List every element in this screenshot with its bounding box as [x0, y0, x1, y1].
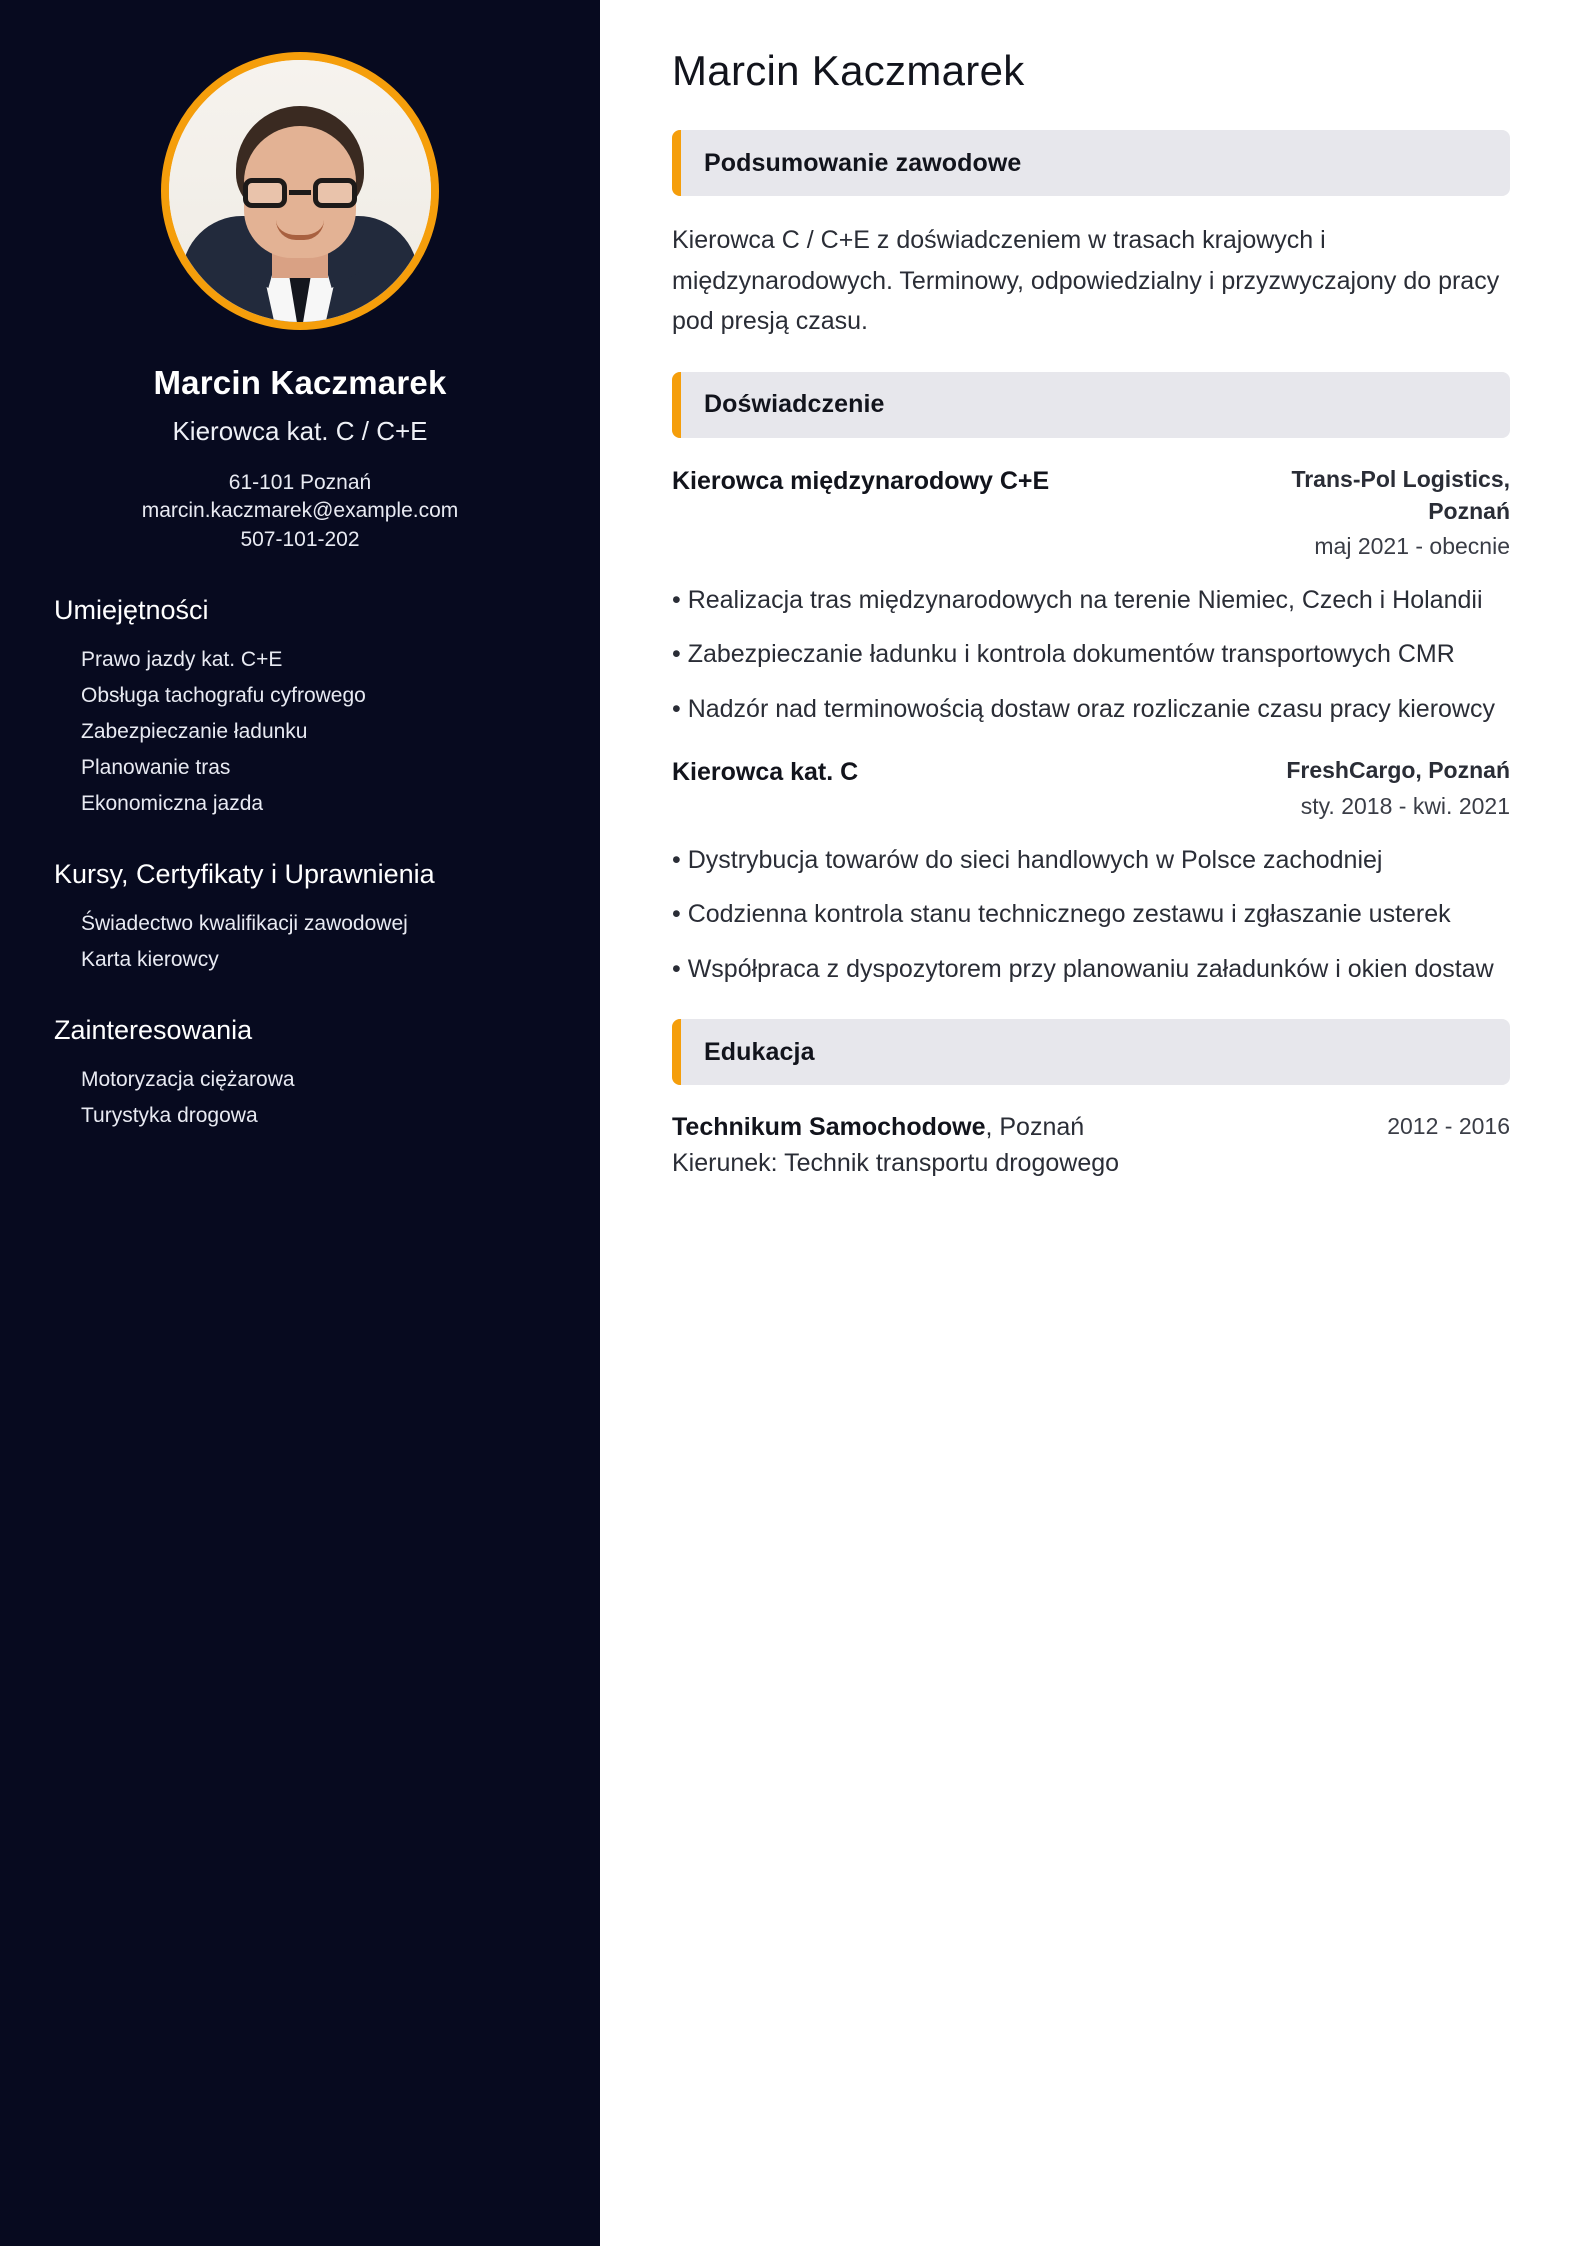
job-meta: [1286, 755, 1510, 823]
interests-list: [54, 1062, 546, 1134]
glasses-icon: [313, 178, 357, 208]
education-dates: 2012 - 2016: [1387, 1113, 1510, 1140]
list-item: Zabezpieczanie ładunku: [81, 720, 308, 743]
sidebar-section-certificates: [54, 858, 546, 978]
sidebar: [0, 0, 600, 2246]
summary-text: Kierowca C / C+E z doświadczeniem w trasach krajowych i międzynarodowych. Terminowy, odpowiedzialny i przyzwyczajony do pracy pod presją czasu.: [672, 226, 1500, 336]
list-item: Planowanie tras: [81, 756, 231, 780]
job-bullets: [672, 580, 1510, 730]
sidebar-section-interests: [54, 1014, 546, 1134]
list-item: • Realizacja tras międzynarodowych na terenie Niemiec, Czech i Holandii: [672, 585, 1483, 614]
certificates-list: [54, 906, 546, 978]
list-item: Obsługa tachografu cyfrowego: [81, 683, 366, 707]
glasses-icon: [243, 178, 287, 208]
experience-entry-head: [672, 755, 1510, 823]
section-header-label: Podsumowanie zawodowe: [704, 148, 1022, 177]
education-school-name: Technikum Samochodowe: [672, 1113, 986, 1142]
education-entry: [672, 1109, 1510, 1182]
glasses-bridge: [289, 190, 311, 195]
job-bullets: [672, 840, 1510, 990]
sidebar-heading-skills: Umiejętności: [54, 595, 209, 626]
experience-entry-head: [672, 464, 1510, 564]
main-content: [600, 0, 1588, 2246]
list-item: • Codzienna kontrola stanu technicznego zestawu i zgłaszanie usterek: [672, 900, 1451, 929]
section-header-label: Edukacja: [704, 1037, 815, 1066]
list-item: Motoryzacja ciężarowa: [81, 1068, 295, 1092]
list-item: Karta kierowcy: [81, 948, 219, 972]
page-title: Marcin Kaczmarek: [672, 47, 1025, 94]
job-title: Kierowca międzynarodowy C+E: [672, 466, 1050, 495]
experience-entry: [672, 464, 1510, 729]
avatar-portrait-image: [169, 60, 431, 322]
skills-list: [54, 642, 546, 823]
avatar: [161, 52, 439, 330]
contact-address: 61-101 Poznań: [228, 471, 372, 494]
list-item: Ekonomiczna jazda: [81, 792, 264, 816]
section-header-label: Doświadczenie: [704, 390, 885, 419]
sidebar-name: Marcin Kaczmarek: [153, 364, 447, 401]
job-dates: sty. 2018 - kwi. 2021: [1300, 793, 1510, 820]
contact-email[interactable]: marcin.kaczmarek@example.com: [141, 499, 459, 523]
education-main: [672, 1109, 1119, 1182]
job-meta: [1210, 464, 1510, 564]
list-item: • Zabezpieczanie ładunku i kontrola dokumentów transportowych CMR: [672, 640, 1455, 669]
contact-phone[interactable]: 507-101-202: [240, 527, 360, 551]
list-item: Prawo jazdy kat. C+E: [81, 647, 283, 671]
education-school: [672, 1109, 1119, 1145]
education-field: Kierunek: Technik transportu drogowego: [672, 1149, 1120, 1178]
list-item: • Dystrybucja towarów do sieci handlowych w Polsce zachodniej: [672, 845, 1383, 874]
job-company: Trans-Pol Logistics, Poznań: [1291, 465, 1510, 524]
list-item: Turystyka drogowa: [81, 1104, 258, 1128]
list-item: Świadectwo kwalifikacji zawodowej: [81, 912, 408, 936]
education-school-city: , Poznań: [985, 1113, 1085, 1142]
sidebar-heading-interests: Zainteresowania: [54, 1015, 253, 1046]
list-item: • Nadzór nad terminowością dostaw oraz rozliczanie czasu pracy kierowcy: [672, 694, 1495, 723]
sidebar-heading-certificates: Kursy, Certyfikaty i Uprawnienia: [54, 859, 435, 890]
job-dates: maj 2021 - obecnie: [1314, 533, 1510, 560]
job-company: FreshCargo, Poznań: [1286, 757, 1510, 784]
contact-block: [54, 469, 546, 554]
sidebar-role: Kierowca kat. C / C+E: [172, 416, 428, 446]
section-header-education: [672, 1019, 1510, 1085]
job-title: Kierowca kat. C: [672, 758, 859, 787]
list-item: • Współpraca z dyspozytorem przy planowaniu załadunków i okien dostaw: [672, 954, 1494, 983]
section-header-summary: [672, 130, 1510, 196]
experience-entry: [672, 755, 1510, 989]
section-header-experience: [672, 372, 1510, 438]
sidebar-section-skills: [54, 594, 546, 822]
